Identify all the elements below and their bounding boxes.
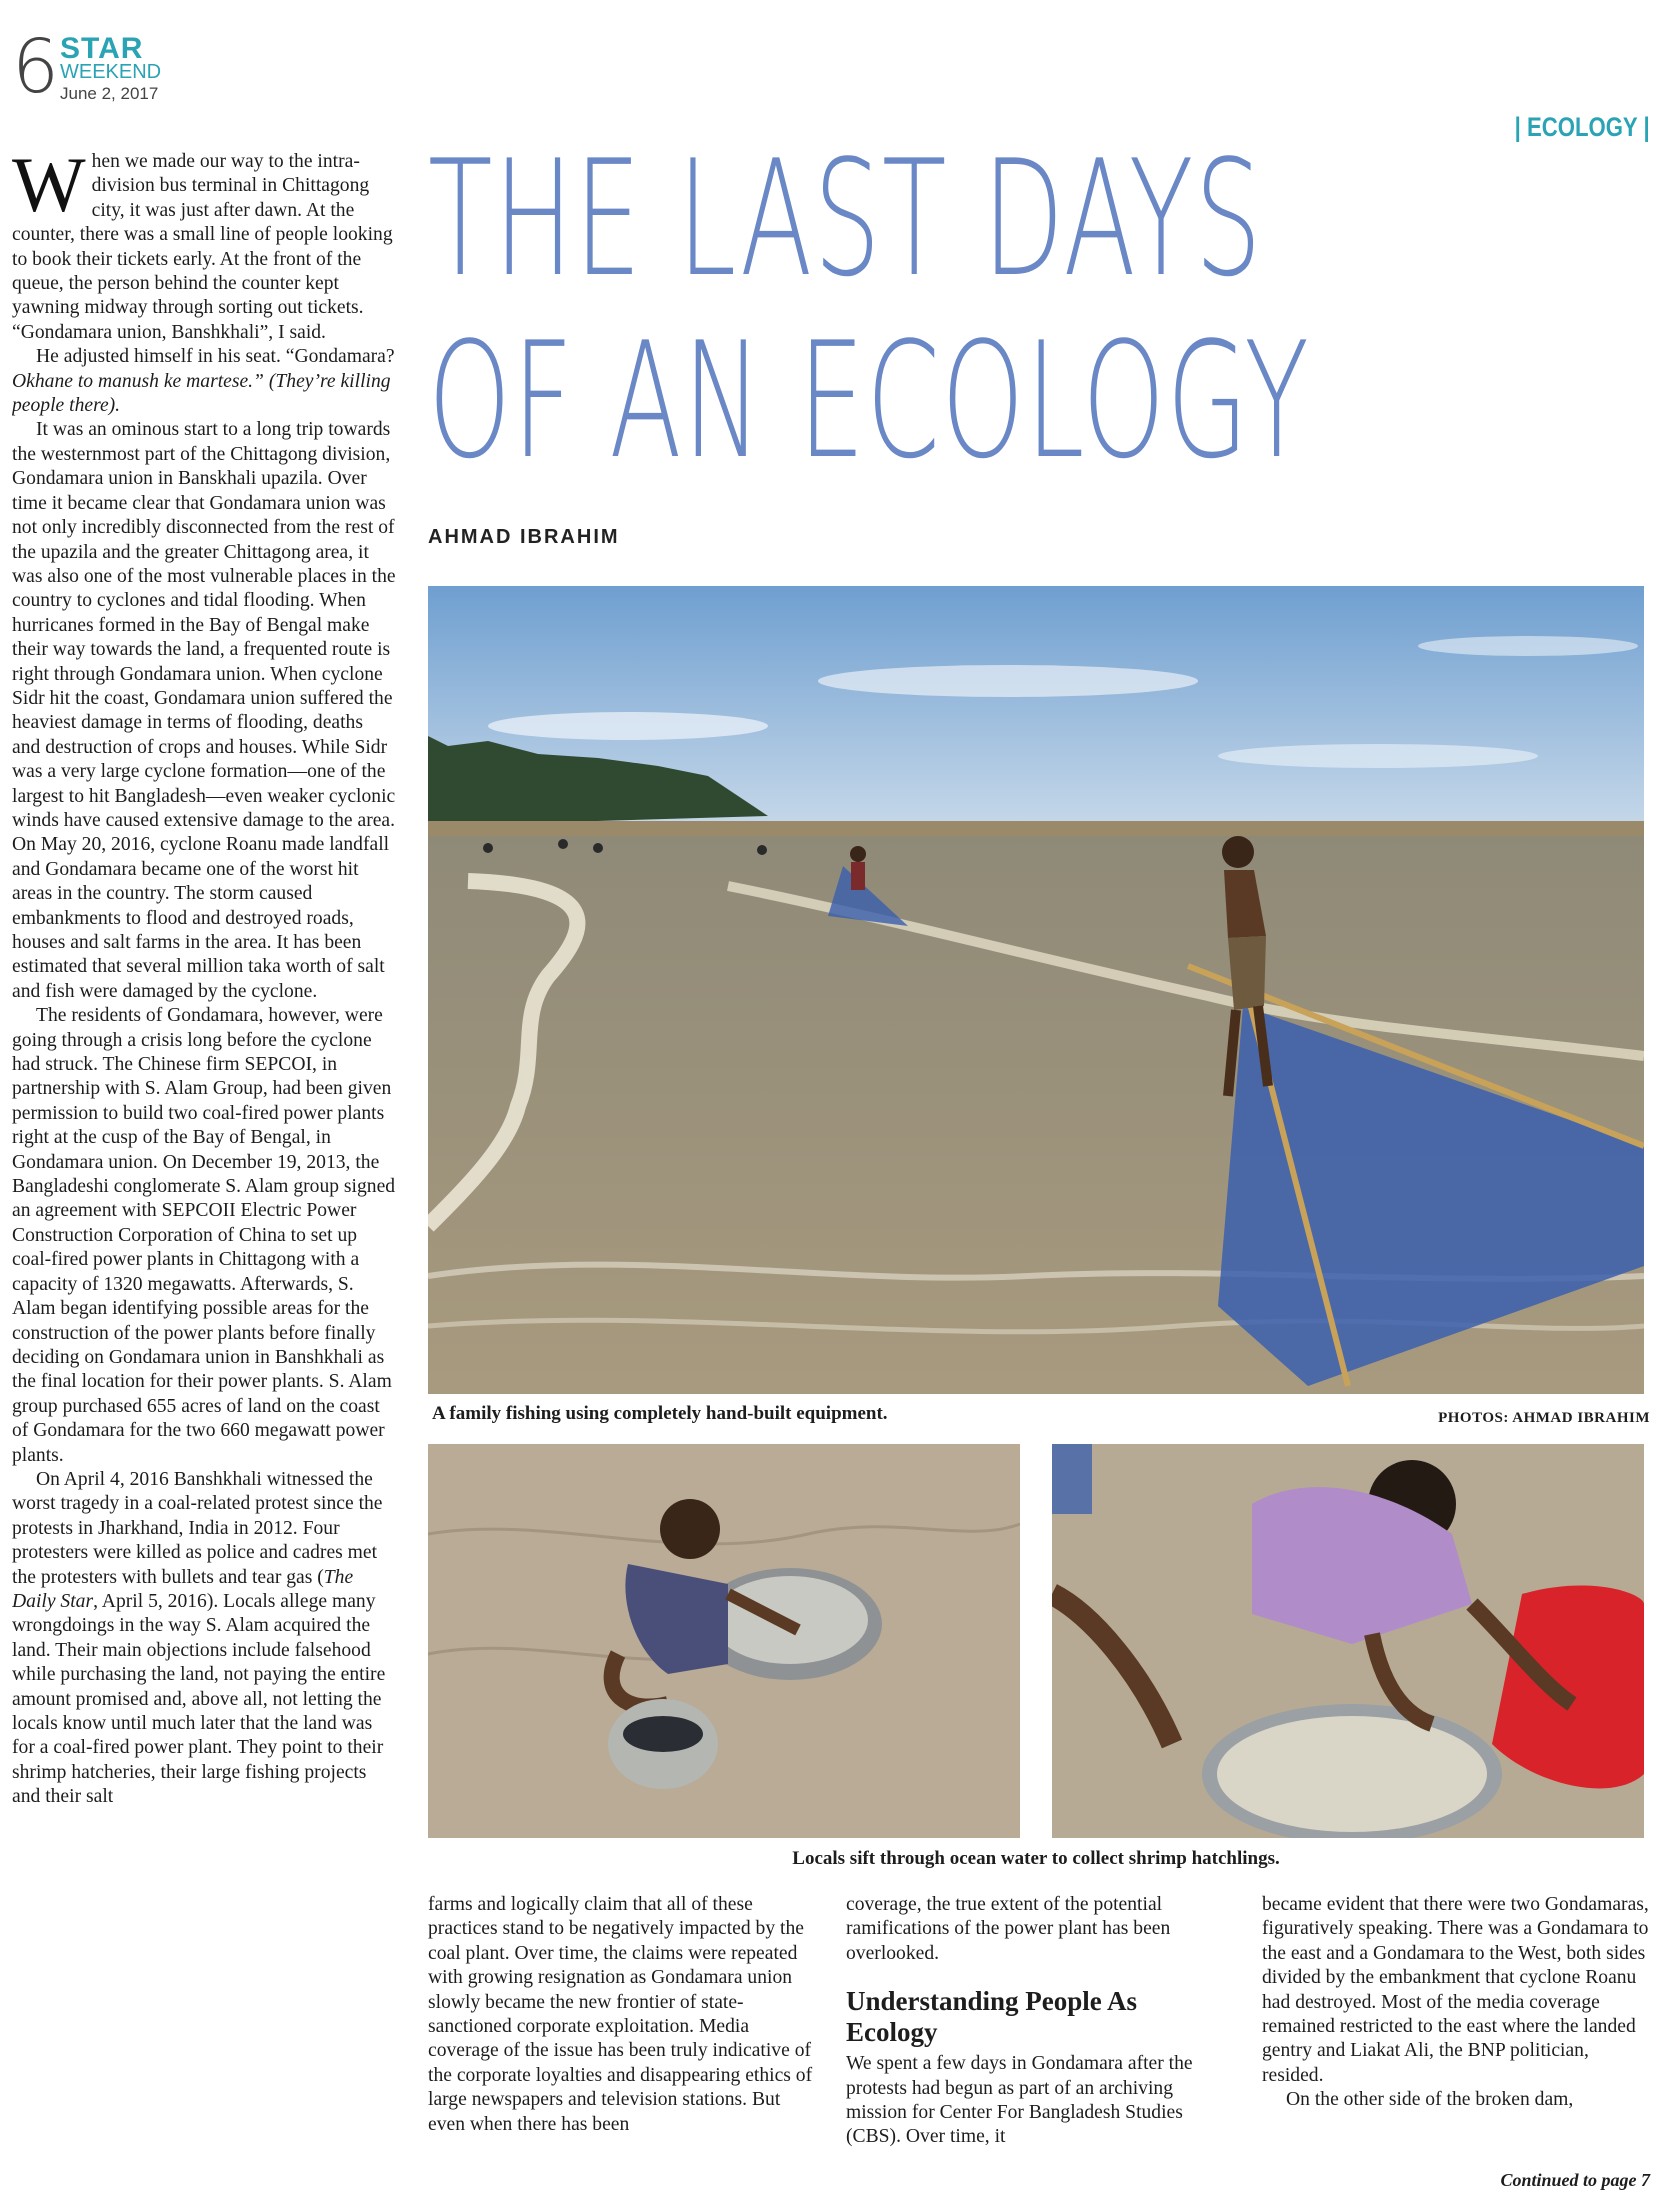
headline xyxy=(428,125,1311,494)
paragraph: The residents of Gondamara, however, were going through a crisis long before the cyclone had struck. The Chinese firm SEPCOI, in partnership with S. Alam Group, had been given permission to build two coal-fired power plants right at the cusp of the Bay of Bengal, in Gondamara union. On December 19, 2013, the Bangladeshi conglomerate S. Alam group signed an agreement with SEPCOII Electric Power Construction Corporation of China to set up coal-fired power plants in Chittagong with a capacity of 1320 megawatts. Afterwards, S. Alam began identifying possible areas for the construction of the power plants before finally deciding on Gondamara union in Banshkhali as the final location for their power plants. S. Alam group purchased 655 acres of land on the coast of Gondamara for the two 660 megawatt power plants. xyxy=(12,1005,396,1466)
article-column-2 xyxy=(428,1893,814,2193)
brand-weekend: WEEKEND xyxy=(60,61,162,83)
paragraph: He adjusted himself in his seat. “Gondamara? Okhane to manush ke martese.” (They’re killing people there). xyxy=(12,346,395,417)
photo-fishing-family xyxy=(428,586,1644,1394)
brand-star: STAR xyxy=(60,32,144,65)
paragraph: On April 4, 2016 Banshkhali witnessed the worst tragedy in a coal-related protest since the protests in Jharkhand, India in 2012. Four protesters were killed as police and cadres met the protesters with bullets and tear gas (The Daily Star, April 5, 2016). Locals allege many wrongdoings in the way S. Alam acquired the land. Their main objections include falsehood while purchasing the land, not paying the entire amount promised and, above all, not letting the locals know until much later that the land was for a coal-fired power plant. They point to their shrimp hatcheries, their large fishing projects and their salt xyxy=(12,1468,386,1808)
article-column-3 xyxy=(846,1893,1230,2193)
continued-link[interactable]: Continued to page 7 xyxy=(1500,2170,1650,2190)
drop-cap: W xyxy=(12,150,86,228)
paragraph: When we made our way to the intra-division bus terminal in Chittagong city, it was just after dawn. At the counter, there was a small line of people looking to book their tickets early. At the front of the queue, the person behind the counter kept yawning midway through sorting out tickets. “Gondamara union, Banshkhali”, I said. xyxy=(12,150,393,343)
headline-line-2: OF AN ECOLOGY xyxy=(428,307,1311,494)
article-column-1 xyxy=(12,150,396,2190)
section-label: | ECOLOGY | xyxy=(1514,112,1650,142)
page-number: 6 xyxy=(12,24,60,110)
paragraph: became evident that there were two Gondamaras, figuratively speaking. There was a Gondamara to the east and a Gondamara to the West, both sides divided by the embankment that cyclone Roanu had destroyed. Most of the media coverage remained restricted to the east where the landed gentry and Liakat Ali, the BNP politician, resided. xyxy=(1262,1894,1649,2086)
photo-man-shrimp xyxy=(1052,1444,1644,1838)
byline: AHMAD IBRAHIM xyxy=(428,526,620,548)
headline-line-1: THE LAST DAYS xyxy=(428,125,1263,312)
paragraph: coverage, the true extent of the potential ramifications of the power plant has been overlooked. xyxy=(846,1894,1171,1964)
sub-photo-caption: Locals sift through ocean water to collect shrimp hatchlings. xyxy=(792,1848,1280,1869)
issue-date: June 2, 2017 xyxy=(60,84,159,103)
photo-credit: PHOTOS: AHMAD IBRAHIM xyxy=(1438,1410,1650,1426)
article-column-4 xyxy=(1262,1893,1654,2167)
paragraph: On the other side of the broken dam, xyxy=(1286,2089,1574,2111)
subheading: Understanding People As Ecology xyxy=(846,1986,1138,2048)
paragraph: We spent a few days in Gondamara after the protests had begun as part of an archiving mission for Center For Bangladesh Studies (CBS). Over time, it xyxy=(846,2053,1193,2148)
main-photo-caption: A family fishing using completely hand-built equipment. xyxy=(432,1403,888,1424)
paragraph: farms and logically claim that all of these practices stand to be negatively impacted by the coal plant. Over time, the claims were repeated with growing resignation as Gondamara union slowly became the new frontier of state-sanctioned corporate exploitation. Media coverage of the issue has been truly indicative of the corporate loyalties and disappearing ethics of large newspapers and television stations. But even when there has been xyxy=(428,1894,813,2135)
paragraph: It was an ominous start to a long trip towards the westernmost part of the Chittagong division, Gondamara union in Banskhali upazila. Over time it became clear that Gondamara union was not only incredibly disconnected from the rest of the upazila and the greater Chittagong area, it was also one of the most vulnerable places in the country to cyclones and tidal flooding. When hurricanes formed in the Bay of Bengal make their way towards the land, a frequented route is right through Gondamara union. When cyclone Sidr hit the coast, Gondamara union suffered the heaviest damage in terms of flooding, deaths and destruction of crops and houses. While Sidr was a very large cyclone formation—one of the largest to hit Bangladesh—even weaker cyclonic winds have caused extensive damage to the area. On May 20, 2016, cyclone Roanu made landfall and Gondamara became one of the worst hit areas in the country. The storm caused embankments to flood and destroyed roads, houses and salt farms in the area. It has been estimated that several million taka worth of salt and fish were damaged by the cyclone. xyxy=(12,419,396,1002)
photo-boy-shrimp xyxy=(428,1444,1020,1838)
